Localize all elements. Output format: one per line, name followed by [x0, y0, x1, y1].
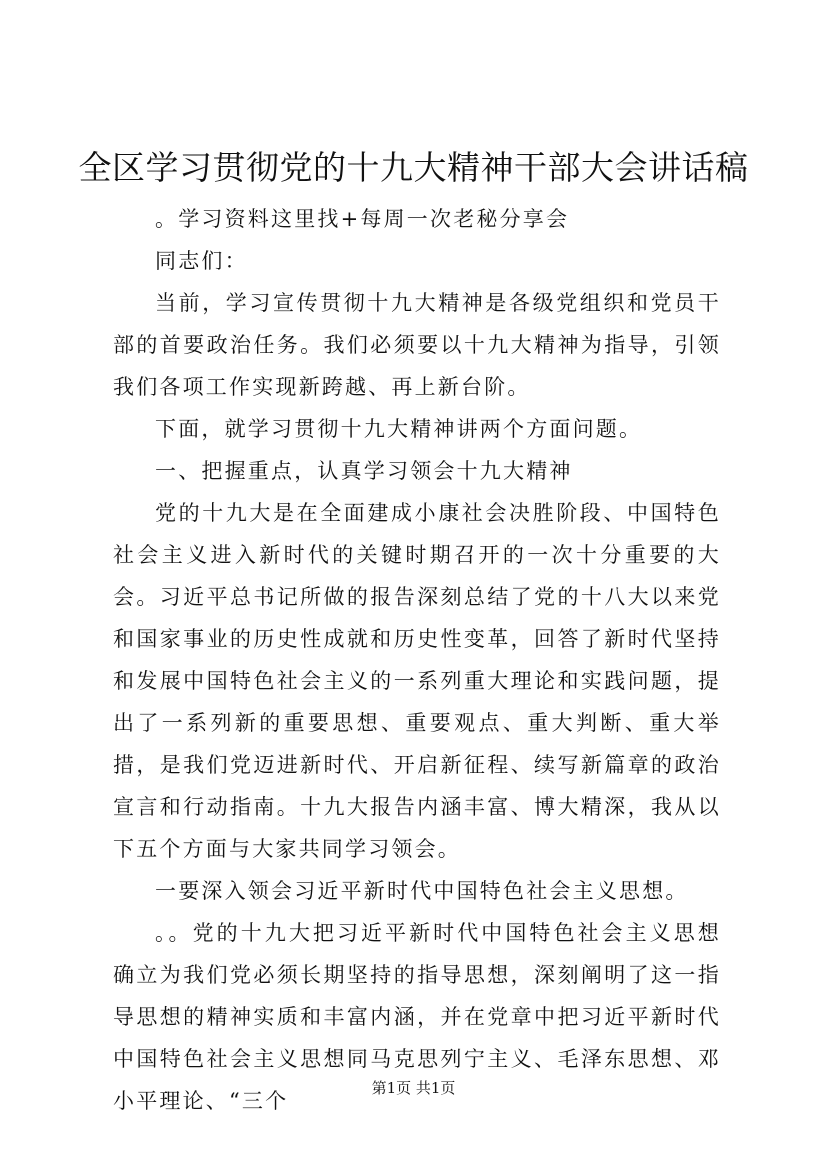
document-body [113, 198, 721, 1122]
paragraph-study-resources: 。学习资料这里找+每周一次老秘分享会 [155, 207, 570, 231]
subheading-point-1: 一要深入领会习近平新时代中国特色社会主义思想。 [155, 879, 689, 903]
page-footer: 第1页 共1页 [371, 1079, 456, 1097]
section-heading-1: 一、把握重点，认真学习领会十九大精神 [155, 459, 573, 483]
paragraph-outline: 下面，就学习贯彻十九大精神讲两个方面问题。 [155, 417, 643, 441]
paragraph-congress-significance: 党的十九大是在全面建成小康社会决胜阶段、中国特色社会主义进入新时代的关键时期召开的一次十分重要的大会。习近平总书记所做的报告深刻总结了党的十八大以来党和国家事业的历史性成就和历史性变革，回答了新时代坚持和发展中国特色社会主义的一系列重大理论和实践问题，提出了一系列新的重要思想、重要观点、重大判断、重大举措，是我们党迈进新时代、开启新征程、续写新篇章的政治宣言和行动指南。十九大报告内涵丰富、博大精深，我从以下五个方面与大家共同学习领会。 [113, 501, 721, 861]
paragraph-salutation: 同志们： [155, 249, 248, 273]
paragraph-intro: 当前，学习宣传贯彻十九大精神是各级党组织和党员干部的首要政治任务。我们必须要以十九大精神为指导，引领我们各项工作实现新跨越、再上新台阶。 [113, 291, 721, 399]
document-title: 全区学习贯彻党的十九大精神干部大会讲话稿 [78, 148, 749, 187]
paragraph-guiding-thought: 。。党的十九大把习近平新时代中国特色社会主义思想确立为我们党必须长期坚持的指导思想，深刻阐明了这一指导思想的精神实质和丰富内涵，并在党章中把习近平新时代中国特色社会主义思想同马克思列宁主义、毛泽东思想、邓小平理论、“三个 [113, 921, 721, 1113]
